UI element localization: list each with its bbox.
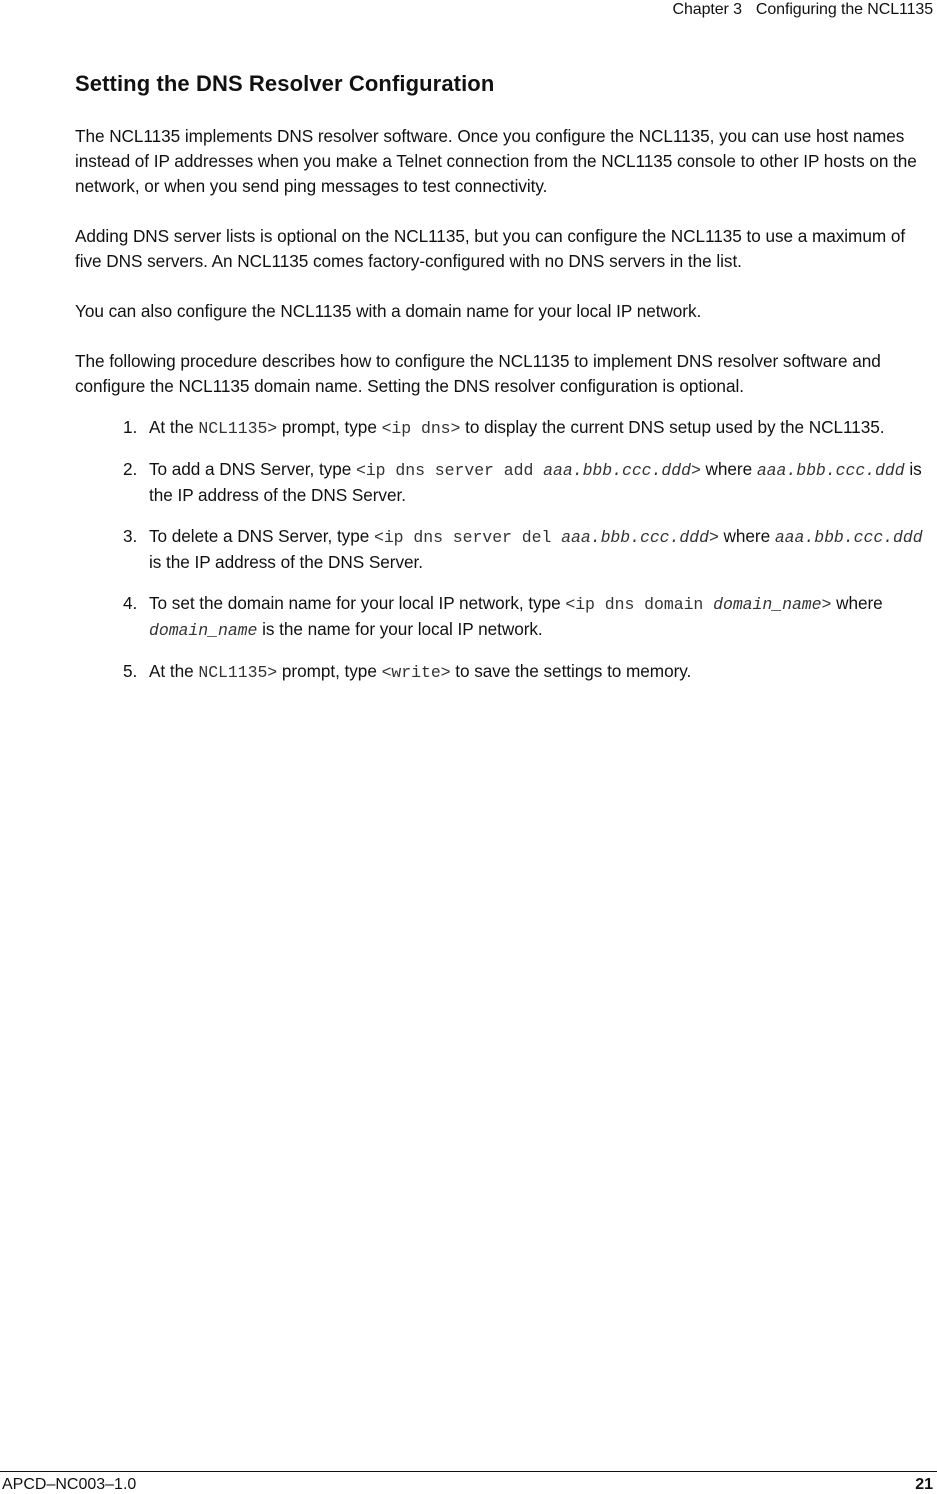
chapter-title: Configuring the NCL1135 xyxy=(755,1,933,18)
step-1 xyxy=(123,415,935,441)
step-text: where xyxy=(718,526,775,546)
step-text: At the xyxy=(149,661,199,681)
step-text: To set the domain name for your local IP network, type xyxy=(149,593,566,613)
paragraph-intro: The NCL1135 implements DNS resolver software. Once you configure the NCL1135, you can use host names instead of IP addresses when you make a Telnet connection from the NCL1135 console to other IP hosts on the network, or when you send ping messages to test connectivity. xyxy=(75,126,917,196)
step-4 xyxy=(123,591,935,643)
argument-reference: domain_name xyxy=(149,621,258,640)
command-code-end: > xyxy=(690,461,701,480)
step-text: is the IP address of the DNS Server. xyxy=(149,552,423,572)
section-title: Setting the DNS Resolver Configuration xyxy=(75,71,495,96)
paragraph-procedure: The following procedure describes how to configure the NCL1135 to implement DNS resolver software and configure the NCL1135 domain name. Setting the DNS resolver configuration is optional. xyxy=(75,351,881,396)
prompt-code: NCL1135> xyxy=(198,663,278,682)
paragraph-domain-name: You can also configure the NCL1135 with a domain name for your local IP network. xyxy=(75,301,702,321)
page-number: 21 xyxy=(915,1476,933,1493)
command-argument: aaa.bbb.ccc.ddd xyxy=(543,461,691,480)
running-header xyxy=(673,0,933,20)
step-text: prompt, type xyxy=(277,661,382,681)
command-code: <ip dns domain xyxy=(565,595,714,614)
page-content xyxy=(75,68,935,701)
command-code: <ip dns> xyxy=(381,419,461,438)
step-text: prompt, type xyxy=(277,417,382,437)
command-code-end: > xyxy=(708,528,719,547)
argument-reference: aaa.bbb.ccc.ddd xyxy=(774,528,923,547)
argument-reference: aaa.bbb.ccc.ddd xyxy=(756,461,905,480)
procedure-steps xyxy=(75,415,935,685)
step-number: 3. xyxy=(123,526,138,546)
step-text: to save the settings to memory. xyxy=(450,661,692,681)
step-text: to display the current DNS setup used by the NCL1135. xyxy=(460,417,885,437)
step-text: To delete a DNS Server, type xyxy=(149,526,374,546)
command-code-end: > xyxy=(821,595,832,614)
step-text: To add a DNS Server, type xyxy=(149,459,356,479)
step-text: is the IP address of the DNS Server. xyxy=(149,459,922,505)
paragraph-server-lists: Adding DNS server lists is optional on the NCL1135, but you can configure the NCL1135 to use a maximum of five DNS servers. An NCL1135 comes factory-configured with no DNS servers in the list. xyxy=(75,226,906,271)
step-text: where xyxy=(700,459,757,479)
step-2 xyxy=(123,457,935,508)
command-code: <write> xyxy=(381,663,451,682)
step-number: 5. xyxy=(123,661,138,681)
command-argument: domain_name xyxy=(713,595,822,614)
footer-divider xyxy=(0,1471,937,1472)
step-number: 2. xyxy=(123,459,138,479)
command-code: <ip dns server add xyxy=(355,461,544,480)
step-text: is the name for your local IP network. xyxy=(257,619,543,639)
step-text: where xyxy=(831,593,883,613)
step-number: 1. xyxy=(123,417,138,437)
document-id: APCD–NC003–1.0 xyxy=(2,1476,137,1493)
command-argument: aaa.bbb.ccc.ddd xyxy=(561,528,709,547)
prompt-code: NCL1135> xyxy=(198,419,278,438)
chapter-label: Chapter 3 xyxy=(672,1,742,18)
command-code: <ip dns server del xyxy=(373,528,562,547)
step-5 xyxy=(123,659,935,685)
step-text: At the xyxy=(149,417,199,437)
step-3 xyxy=(123,524,935,575)
step-number: 4. xyxy=(123,593,138,613)
